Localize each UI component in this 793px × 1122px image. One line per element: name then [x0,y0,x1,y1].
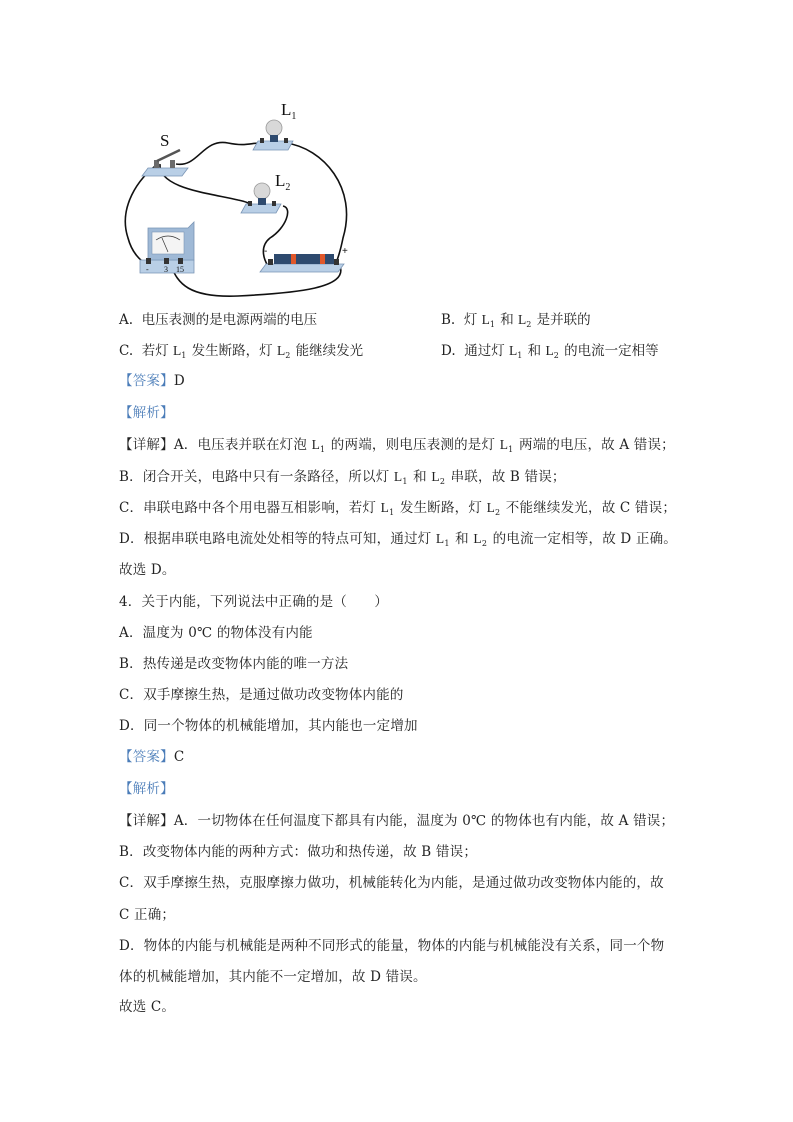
option-text: 通过灯 [464,343,510,359]
q3-option-c [119,342,363,365]
option-prefix: C. [119,343,134,359]
option-text: 能继续发光 [291,343,364,359]
lamp-symbol: L [486,500,496,515]
lamp-l1-icon [253,120,293,150]
subscript: 1 [389,508,395,517]
subscript: 1 [508,445,514,454]
analysis-label: 【解析】 [119,781,174,797]
detail-text: 和 [450,531,474,547]
q3-detail-d [119,530,677,553]
lamp-symbol: L [435,531,445,546]
q4-option-d: D．同一个物体的机械能增加，其内能也一定增加 [119,718,418,734]
q4-option-a: A．温度为 0℃ 的物体没有内能 [119,625,313,641]
q4-detail-b: B．改变物体内能的两种方式：做功和热传递，故 B 错误； [119,844,478,860]
answer-label: 【答案】 [119,373,174,389]
voltmeter-minus-label: - [146,265,149,274]
lamp-symbol: L [380,500,390,515]
option-text: 是并联的 [532,312,591,328]
voltmeter-3-label: 3 [164,265,168,274]
q3-conclusion: 故选 D。 [119,562,176,578]
subscript: 2 [526,320,532,329]
q3-analysis-heading [119,404,174,422]
lamp-symbol: L [173,343,182,358]
option-text: 和 [495,312,519,328]
subscript: 2 [439,477,446,486]
circuit-diagram [118,98,368,303]
switch-label: S [160,131,170,150]
detail-text: 发生断路，灯 [395,500,487,516]
option-prefix: A. [119,312,134,328]
q3-detail-c [119,499,676,522]
battery-icon [260,254,344,272]
q4-detail-c-line1: C．双手摩擦生热，克服摩擦力做功，机械能转化为内能，是通过做功改变物体内能的，故 [119,875,664,891]
analysis-label: 【解析】 [119,405,174,421]
detail-text: 的电流一定相等，故 D 正确。 [488,531,678,547]
battery-plus-label: + [342,246,348,257]
detail-text: 不能继续发光，故 C 错误； [501,500,677,516]
subscript: 1 [444,539,450,548]
lamp-symbol: L [393,469,403,484]
detail-text: 串联，故 B 错误； [446,469,566,485]
lamp-symbol: L [276,343,286,358]
lamp-symbol: L [509,343,518,358]
option-text: 和 [523,343,546,359]
option-text: 的电流一定相等 [559,343,659,359]
detail-text: A．一切物体在任何温度下都具有内能，温度为 0℃ 的物体也有内能，故 A 错误； [173,813,675,829]
lamp-symbol: L [311,437,321,452]
subscript: 1 [517,351,523,360]
detail-text: C．串联电路中各个用电器互相影响，若灯 [119,500,381,516]
detail-text: 两端的电压，故 A 错误； [514,437,675,453]
lamp-symbol: L [545,343,554,358]
option-text: 若灯 [141,343,174,359]
battery-minus-label: - [264,246,268,257]
option-prefix: D. [441,343,456,359]
detail-text: B．闭合开关，电路中只有一条路径，所以灯 [119,469,394,485]
subscript: 1 [320,445,326,454]
detail-text: 的两端，则电压表测的是灯 [326,437,500,453]
q3-option-d [441,342,659,365]
answer-value: D [173,373,185,389]
q4-detail-c-line2: C 正确； [119,907,176,923]
lamp-symbol: L [481,312,490,327]
q4-conclusion: 故选 C。 [119,999,176,1015]
detail-label: 【详解】 [119,437,174,453]
lamp-symbol: L [473,531,482,546]
subscript: 2 [553,351,559,360]
option-text: 发生断路，灯 [187,343,277,359]
detail-text: A．电压表并联在灯泡 [173,437,312,453]
detail-text: 和 [408,469,432,485]
subscript: 2 [285,351,291,360]
subscript: 2 [495,508,501,517]
q4-analysis-heading [119,780,174,798]
q3-answer [119,372,185,390]
detail-text: D．根据串联电路电流处处相等的特点可知，通过灯 [119,531,436,547]
q4-detail-d-line1: D．物体的内能与机械能是两种不同形式的能量，物体的内能与机械能没有关系，同一个物 [119,938,665,954]
subscript: 1 [402,477,408,486]
answer-label: 【答案】 [119,749,174,765]
option-text: 灯 [463,312,482,328]
lamp-symbol: L [518,312,527,327]
voltmeter-15-label: 15 [176,265,184,274]
subscript: 2 [481,539,488,548]
q4-detail-a [119,812,674,830]
option-prefix: B. [441,312,456,328]
lamp-symbol: L [499,437,509,452]
lamp2-label: $L_2$ [275,171,291,193]
q4-answer [119,748,184,766]
q3-option-a [119,311,317,329]
lamp-symbol: L [431,469,440,484]
detail-label: 【详解】 [119,813,174,829]
q3-detail-a [119,436,675,459]
q4-stem: 4．关于内能，下列说法中正确的是（ ） [119,594,389,610]
lamp1-label: $L_1$ [281,100,297,122]
q3-option-b [441,311,591,334]
switch-icon [142,150,188,176]
q4-detail-d-line2: 体的机械能增加，其内能不一定增加，故 D 错误。 [119,969,427,985]
subscript: 1 [181,351,187,360]
subscript: 1 [489,320,495,329]
q4-option-c: C．双手摩擦生热，是通过做功改变物体内能的 [119,687,404,703]
option-text: 电压表测的是电源两端的电压 [141,312,318,328]
answer-value: C [173,749,185,765]
q3-detail-b [119,468,566,491]
q4-option-b: B．热传递是改变物体内能的唯一方法 [119,656,349,672]
